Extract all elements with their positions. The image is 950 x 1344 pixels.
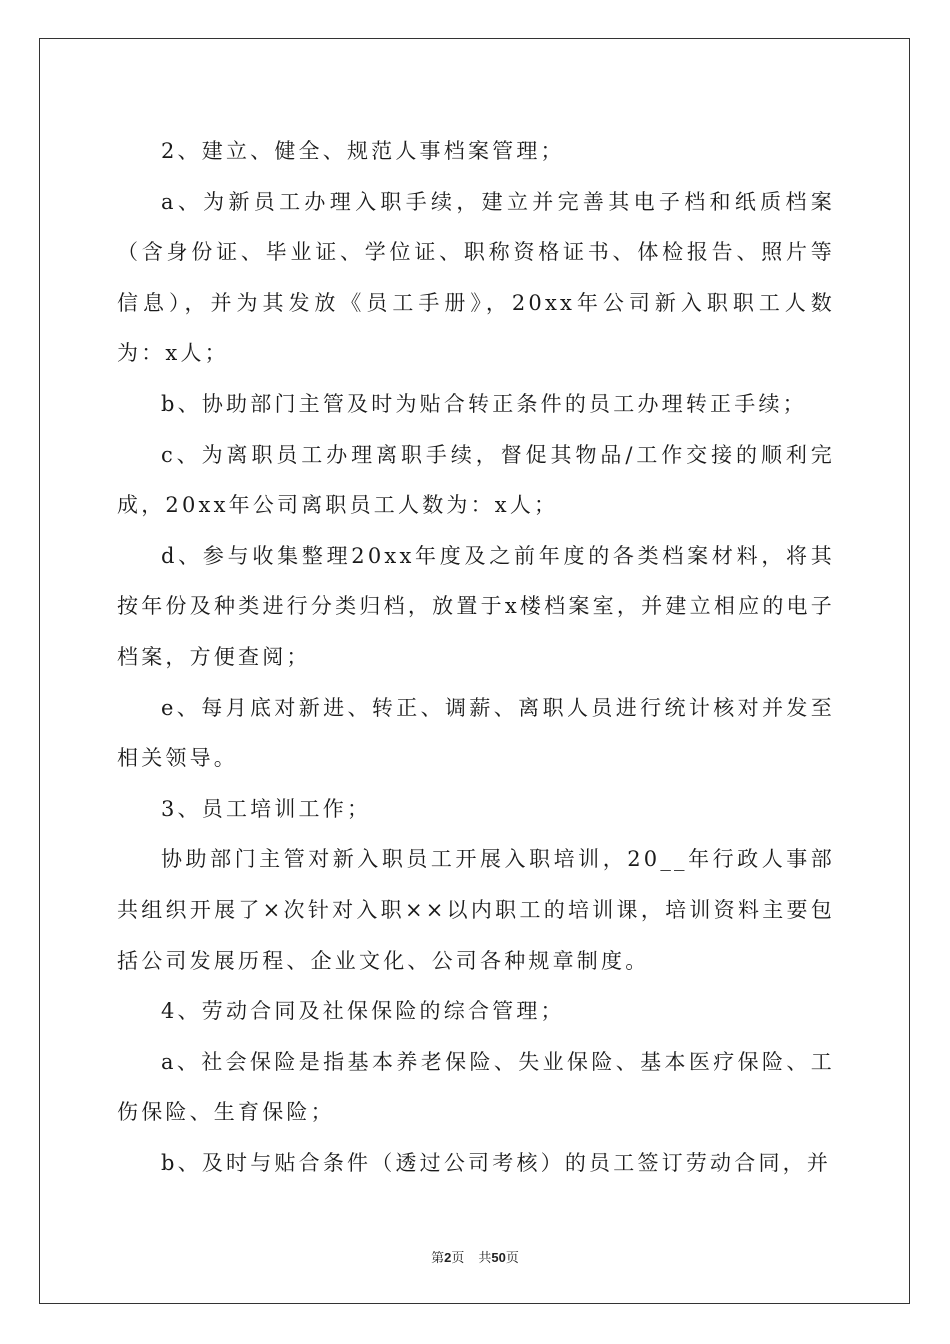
document-body [117, 126, 835, 1188]
paragraph-section-4-heading: 4、劳动合同及社保保险的综合管理； [161, 999, 565, 1024]
paragraph-section-3-heading: 3、员工培训工作； [161, 796, 372, 821]
paragraph-item-b-labor-contract: b、及时与贴合条件（透过公司考核）的员工签订劳动合同，并 [161, 1150, 832, 1175]
footer-page-prefix: 第 [431, 1251, 445, 1266]
footer-page-suffix: 页 [451, 1251, 465, 1266]
footer-total-suffix: 页 [505, 1251, 519, 1266]
footer-total-pages: 50 [491, 1250, 506, 1265]
paragraph-section-2-heading: 2、建立、健全、规范人事档案管理； [161, 139, 565, 163]
paragraph-item-c-resignation: c、为离职员工办理离职手续，督促其物品/工作交接的顺利完成，20xx年公司离职员工人数为：x人； [117, 442, 835, 518]
footer-total-prefix: 共 [478, 1251, 492, 1266]
footer-current-page: 2 [444, 1250, 452, 1265]
paragraph-item-a-social-insurance: a、社会保险是指基本养老保险、失业保险、基本医疗保险、工伤保险、生育保险； [117, 1049, 835, 1125]
paragraph-item-e-statistics: e、每月底对新进、转正、调薪、离职人员进行统计核对并发至相关领导。 [117, 695, 835, 771]
paragraph-training: 协助部门主管对新入职员工开展入职培训，20__年行政人事部共组织开展了×次针对入职××以内职工的培训课，培训资料主要包括公司发展历程、企业文化、公司各种规章制度。 [117, 847, 835, 973]
paragraph-item-d-archiving: d、参与收集整理20xx年度及之前年度的各类档案材料，将其按年份及种类进行分类归档，放置于x楼档案室，并建立相应的电子档案，方便查阅； [117, 543, 835, 669]
paragraph-item-a-onboarding: a、为新员工办理入职手续，建立并完善其电子档和纸质档案（含身份证、毕业证、学位证、职称资格证书、体检报告、照片等信息），并为其发放《员工手册》，20xx年公司新入职职工人数为：x人； [117, 189, 835, 366]
paragraph-item-b-probation: b、协助部门主管及时为贴合转正条件的员工办理转正手续； [161, 391, 807, 416]
page-footer [0, 1247, 950, 1266]
